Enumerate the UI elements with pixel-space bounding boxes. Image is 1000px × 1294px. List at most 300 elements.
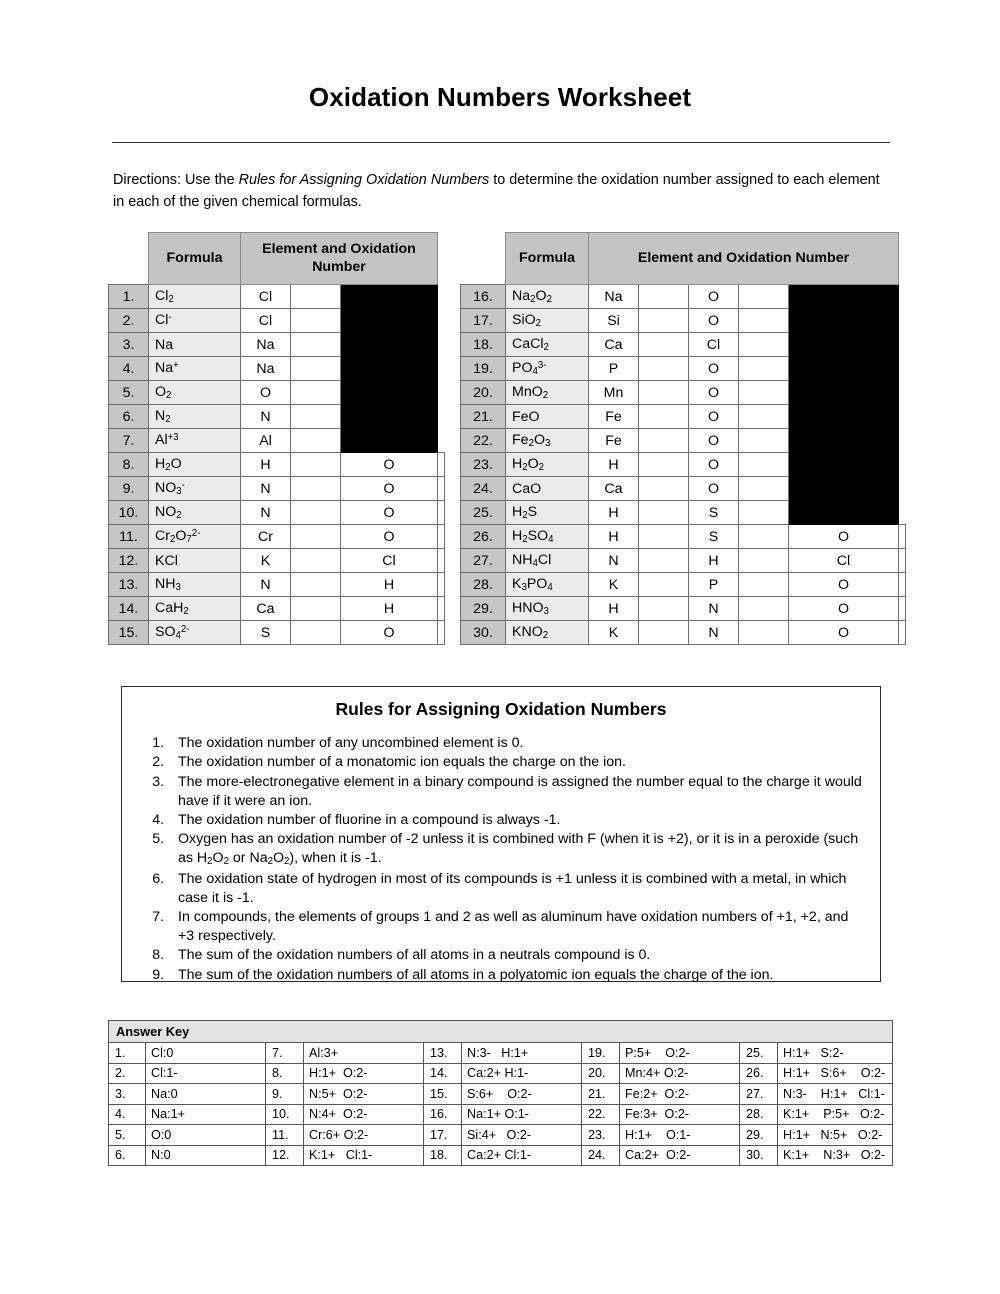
redacted-region (341, 309, 438, 333)
element-symbol: O (689, 405, 739, 429)
element-symbol: H (689, 549, 739, 573)
oxidation-number-blank[interactable] (291, 429, 341, 453)
answer-key-number: 16. (424, 1104, 462, 1125)
answer-key-value: H:1+ N:5+ O:2- (778, 1125, 893, 1146)
oxidation-number-blank[interactable] (739, 453, 789, 477)
rules-box (121, 686, 881, 982)
answer-key-number: 5. (109, 1125, 146, 1146)
redacted-region (789, 285, 899, 309)
directions-prefix: Directions: Use the (113, 172, 239, 188)
answer-key-value: Na:1+ (146, 1104, 266, 1125)
table-row (461, 381, 906, 405)
oxidation-number-blank[interactable] (899, 525, 906, 549)
element-symbol: O (689, 285, 739, 309)
answer-key-body (109, 1021, 893, 1166)
element-symbol: O (789, 597, 899, 621)
chemical-formula: CaO (506, 477, 589, 501)
element-symbol: O (789, 621, 899, 645)
redacted-region (341, 285, 438, 309)
element-symbol: H (589, 501, 639, 525)
row-number: 7. (109, 429, 149, 453)
oxidation-number-blank[interactable] (739, 381, 789, 405)
row-number: 13. (109, 573, 149, 597)
row-number: 18. (461, 333, 506, 357)
oxidation-number-blank[interactable] (438, 477, 445, 501)
row-number: 6. (109, 405, 149, 429)
answer-key-value: Ca:2+ H:1- (462, 1063, 582, 1084)
rule-item-5: 5. Oxygen has an oxidation number of -2 unless it is combined with F (when it is +2), or it is in a peroxide (such as $H_2O_2$ or $Na_2O_2$), when it is -1. (168, 830, 862, 869)
table-header-row (109, 233, 445, 285)
element-symbol: O (241, 381, 291, 405)
oxidation-number-blank[interactable] (639, 477, 689, 501)
element-symbol: H (589, 525, 639, 549)
answer-key-number: 7. (266, 1043, 304, 1064)
oxidation-number-blank[interactable] (639, 525, 689, 549)
chemical-formula: Na (149, 333, 241, 357)
oxidation-number-blank[interactable] (438, 621, 445, 645)
oxidation-number-blank[interactable] (438, 549, 445, 573)
oxidation-number-blank[interactable] (291, 501, 341, 525)
chemical-formula: Cl- (149, 309, 241, 333)
oxidation-number-blank[interactable] (739, 309, 789, 333)
oxidation-number-blank[interactable] (438, 453, 445, 477)
chemical-formula: $SO_4^{2-}$ (149, 621, 241, 645)
redacted-region (789, 357, 899, 381)
answer-key-value: N:4+ O:2- (304, 1104, 424, 1125)
oxidation-number-blank[interactable] (639, 405, 689, 429)
table-row (461, 429, 906, 453)
table-row (109, 309, 445, 333)
element-symbol: K (589, 621, 639, 645)
answer-key-number: 25. (740, 1043, 778, 1064)
oxidation-number-blank[interactable] (739, 405, 789, 429)
redacted-region (789, 405, 899, 429)
answer-key-value: K:1+ Cl:1- (304, 1145, 424, 1166)
chemical-formula: $H_2O_2$ (506, 453, 589, 477)
oxidation-number-blank[interactable] (291, 285, 341, 309)
row-number: 3. (109, 333, 149, 357)
element-symbol: N (241, 501, 291, 525)
chemical-formula: $NH_4Cl$ (506, 549, 589, 573)
element-symbol: P (589, 357, 639, 381)
answer-key-number: 27. (740, 1084, 778, 1105)
oxidation-number-blank[interactable] (291, 621, 341, 645)
answer-key-value: H:1+ O:1- (620, 1125, 740, 1146)
answer-key-number: 20. (582, 1063, 620, 1084)
table-row (109, 357, 445, 381)
element-symbol: S (689, 525, 739, 549)
answer-key-row (109, 1125, 893, 1146)
answer-key-number: 17. (424, 1125, 462, 1146)
oxidation-number-blank[interactable] (639, 549, 689, 573)
answer-key-value: Ca:2+ Cl:1- (462, 1145, 582, 1166)
row-number: 19. (461, 357, 506, 381)
answer-key-value: Ca:2+ O:2- (620, 1145, 740, 1166)
oxidation-number-blank[interactable] (639, 597, 689, 621)
answer-key-value: N:3- H:1+ Cl:1- (778, 1084, 893, 1105)
oxidation-number-blank[interactable] (438, 597, 445, 621)
answer-key-value: Si:4+ O:2- (462, 1125, 582, 1146)
rule-item-7: 7. In compounds, the elements of groups 1 and 2 as well as aluminum have oxidation numbers of +1, +2, and +3 respectively. (168, 908, 862, 946)
chemical-formula: $HNO_3$ (506, 597, 589, 621)
table-row (109, 549, 445, 573)
answer-key-value: S:6+ O:2- (462, 1084, 582, 1105)
row-number: 15. (109, 621, 149, 645)
row-number: 9. (109, 477, 149, 501)
answer-key-value: Fe:2+ O:2- (620, 1084, 740, 1105)
element-symbol: H (341, 597, 438, 621)
answer-key-number: 22. (582, 1104, 620, 1125)
answer-key-value: Fe:3+ O:2- (620, 1104, 740, 1125)
element-symbol: O (341, 477, 438, 501)
answer-key-value: Cl:1- (146, 1063, 266, 1084)
table-row (109, 501, 445, 525)
oxidation-number-blank[interactable] (438, 573, 445, 597)
element-symbol: H (589, 597, 639, 621)
element-symbol: Mn (589, 381, 639, 405)
oxidation-number-blank[interactable] (639, 429, 689, 453)
chemical-formula: FeO (506, 405, 589, 429)
chemical-formula: $H_2SO_4$ (506, 525, 589, 549)
chemical-formula: $NO_2$ (149, 501, 241, 525)
table-row (109, 573, 445, 597)
element-symbol: S (689, 501, 739, 525)
answer-key-number: 30. (740, 1145, 778, 1166)
element-symbol: O (341, 525, 438, 549)
chemical-formula: MnO$_2$ (506, 381, 589, 405)
oxidation-number-blank[interactable] (899, 549, 906, 573)
element-symbol: Fe (589, 405, 639, 429)
element-symbol: Cl (241, 285, 291, 309)
header-corner-spacer (109, 233, 149, 285)
oxidation-number-blank[interactable] (291, 309, 341, 333)
oxidation-number-blank[interactable] (899, 621, 906, 645)
answer-key-value: Na:0 (146, 1084, 266, 1105)
element-symbol: K (241, 549, 291, 573)
element-symbol: Cl (789, 549, 899, 573)
oxidation-number-blank[interactable] (639, 309, 689, 333)
element-symbol: Na (589, 285, 639, 309)
table-row (461, 285, 906, 309)
element-symbol: O (689, 357, 739, 381)
element-symbol: N (689, 621, 739, 645)
redacted-region (789, 333, 899, 357)
oxidation-number-blank[interactable] (291, 405, 341, 429)
answer-key-value: N:0 (146, 1145, 266, 1166)
oxidation-number-blank[interactable] (291, 381, 341, 405)
redacted-region (341, 357, 438, 381)
redacted-region (789, 381, 899, 405)
element-symbol: Al (241, 429, 291, 453)
oxidation-number-blank[interactable] (739, 333, 789, 357)
oxidation-number-blank[interactable] (899, 597, 906, 621)
header-corner-spacer (461, 233, 506, 285)
table-row (109, 597, 445, 621)
table-row (109, 477, 445, 501)
answer-key-value: H:1+ O:2- (304, 1063, 424, 1084)
chemical-formula: $Cl_2$ (149, 285, 241, 309)
oxidation-number-blank[interactable] (739, 597, 789, 621)
answer-key-header-row (109, 1021, 893, 1043)
chemical-formula: KCl (149, 549, 241, 573)
row-number: 27. (461, 549, 506, 573)
element-symbol: Fe (589, 429, 639, 453)
rule-item-4: 4. The oxidation number of fluorine in a compound is always -1. (168, 811, 862, 830)
redacted-region (341, 405, 438, 429)
chemical-formula: $NH_3$ (149, 573, 241, 597)
row-number: 1. (109, 285, 149, 309)
column-header-element-oxidation: Element and Oxidation Number (589, 233, 899, 285)
oxidation-number-blank[interactable] (639, 573, 689, 597)
chemical-formula: $NO_3^-$ (149, 477, 241, 501)
formula-table-right-body (461, 233, 906, 645)
table-row (461, 405, 906, 429)
element-symbol: O (689, 309, 739, 333)
element-symbol: N (589, 549, 639, 573)
chemical-formula: SiO$_2$ (506, 309, 589, 333)
answer-key-number: 2. (109, 1063, 146, 1084)
oxidation-number-blank[interactable] (639, 357, 689, 381)
table-row (461, 525, 906, 549)
directions-italic-reference: Rules for Assigning Oxidation Numbers (238, 172, 490, 188)
element-symbol: Na (241, 333, 291, 357)
oxidation-number-blank[interactable] (291, 333, 341, 357)
table-row (109, 285, 445, 309)
chemical-formula: $N_2$ (149, 405, 241, 429)
row-number: 16. (461, 285, 506, 309)
answer-key-number: 10. (266, 1104, 304, 1125)
chemical-formula: CaCl$_2$ (506, 333, 589, 357)
oxidation-number-blank[interactable] (739, 285, 789, 309)
answer-key-value: N:3- H:1+ (462, 1043, 582, 1064)
rules-list (122, 734, 880, 984)
answer-key-value: O:0 (146, 1125, 266, 1146)
answer-key-value: H:1+ S:2- (778, 1043, 893, 1064)
formula-table-right (460, 232, 906, 645)
oxidation-number-blank[interactable] (739, 573, 789, 597)
answer-key-value: Cr:6+ O:2- (304, 1125, 424, 1146)
title-divider (112, 142, 890, 143)
element-symbol: N (241, 477, 291, 501)
oxidation-number-blank[interactable] (291, 477, 341, 501)
redacted-region (789, 453, 899, 477)
oxidation-number-blank[interactable] (739, 477, 789, 501)
oxidation-number-blank[interactable] (739, 429, 789, 453)
answer-key-value: Na:1+ O:1- (462, 1104, 582, 1125)
oxidation-number-blank[interactable] (438, 525, 445, 549)
element-symbol: S (241, 621, 291, 645)
row-number: 17. (461, 309, 506, 333)
row-number: 21. (461, 405, 506, 429)
redacted-region (789, 477, 899, 501)
row-number: 23. (461, 453, 506, 477)
element-symbol: O (689, 381, 739, 405)
row-number: 29. (461, 597, 506, 621)
element-symbol: N (689, 597, 739, 621)
element-symbol: H (341, 573, 438, 597)
element-symbol: Ca (589, 333, 639, 357)
column-header-element-oxidation: Element and Oxidation Number (241, 233, 438, 285)
directions-suffix: to determine the oxidation number assigned to each element in each of the given chemical formulas. (113, 172, 880, 210)
row-number: 8. (109, 453, 149, 477)
row-number: 10. (109, 501, 149, 525)
element-symbol: Cl (689, 333, 739, 357)
answer-key-number: 28. (740, 1104, 778, 1125)
element-symbol: O (341, 453, 438, 477)
row-number: 28. (461, 573, 506, 597)
oxidation-number-blank[interactable] (739, 357, 789, 381)
row-number: 20. (461, 381, 506, 405)
redacted-region (341, 333, 438, 357)
element-symbol: Cr (241, 525, 291, 549)
element-symbol: Ca (241, 597, 291, 621)
answer-key-number: 15. (424, 1084, 462, 1105)
row-number: 30. (461, 621, 506, 645)
formula-table-left-body (109, 233, 445, 645)
redacted-region (789, 429, 899, 453)
oxidation-number-blank[interactable] (291, 549, 341, 573)
rules-title: Rules for Assigning Oxidation Numbers (335, 699, 667, 719)
rule-item-1: 1. The oxidation number of any uncombined element is 0. (168, 734, 862, 753)
table-row (109, 405, 445, 429)
row-number: 24. (461, 477, 506, 501)
row-number: 11. (109, 525, 149, 549)
table-row (461, 453, 906, 477)
answer-key-number: 26. (740, 1063, 778, 1084)
table-row (461, 309, 906, 333)
element-symbol: O (341, 501, 438, 525)
element-symbol: N (241, 573, 291, 597)
oxidation-number-blank[interactable] (291, 597, 341, 621)
answer-key-number: 23. (582, 1125, 620, 1146)
element-symbol: O (341, 621, 438, 645)
oxidation-number-blank[interactable] (899, 573, 906, 597)
element-symbol: O (689, 453, 739, 477)
answer-key-number: 24. (582, 1145, 620, 1166)
oxidation-number-blank[interactable] (639, 501, 689, 525)
answer-key-number: 6. (109, 1145, 146, 1166)
element-symbol: O (789, 573, 899, 597)
answer-key-value: K:1+ N:3+ O:2- (778, 1145, 893, 1166)
oxidation-number-blank[interactable] (639, 285, 689, 309)
chemical-formula: CaH$_2$ (149, 597, 241, 621)
rule-item-2: 2. The oxidation number of a monatomic ion equals the charge on the ion. (168, 753, 862, 772)
oxidation-number-blank[interactable] (291, 525, 341, 549)
oxidation-number-blank[interactable] (639, 381, 689, 405)
column-header-formula: Formula (506, 233, 589, 285)
row-number: 2. (109, 309, 149, 333)
column-header-formula: Formula (149, 233, 241, 285)
answer-key-row (109, 1145, 893, 1166)
oxidation-number-blank[interactable] (739, 621, 789, 645)
rule-item-3: 3. The more-electronegative element in a binary compound is assigned the number equal to the charge it would have if it were an ion. (168, 773, 862, 811)
table-row (461, 573, 906, 597)
table-row (461, 501, 906, 525)
oxidation-number-blank[interactable] (639, 453, 689, 477)
row-number: 4. (109, 357, 149, 381)
answer-key-number: 11. (266, 1125, 304, 1146)
element-symbol: Si (589, 309, 639, 333)
oxidation-number-blank[interactable] (739, 549, 789, 573)
table-row (461, 477, 906, 501)
redacted-region (789, 309, 899, 333)
row-number: 5. (109, 381, 149, 405)
answer-key-value: K:1+ P:5+ O:2- (778, 1104, 893, 1125)
answer-key-number: 1. (109, 1043, 146, 1064)
row-number: 26. (461, 525, 506, 549)
oxidation-number-blank[interactable] (291, 573, 341, 597)
table-row (109, 621, 445, 645)
chemical-formula: $Na_2O_2$ (506, 285, 589, 309)
chemical-formula: Na+ (149, 357, 241, 381)
element-symbol: P (689, 573, 739, 597)
answer-key-row (109, 1084, 893, 1105)
row-number: 12. (109, 549, 149, 573)
answer-key-number: 4. (109, 1104, 146, 1125)
element-symbol: Cl (341, 549, 438, 573)
answer-key-value: H:1+ S:6+ O:2- (778, 1063, 893, 1084)
answer-key-number: 19. (582, 1043, 620, 1064)
oxidation-number-blank[interactable] (739, 525, 789, 549)
element-symbol: Na (241, 357, 291, 381)
table-row (109, 453, 445, 477)
redacted-region (341, 381, 438, 405)
answer-key-header-label: Answer Key (109, 1021, 893, 1043)
table-row (461, 549, 906, 573)
row-number: 25. (461, 501, 506, 525)
answer-key-value: Al:3+ (304, 1043, 424, 1064)
oxidation-number-blank[interactable] (438, 501, 445, 525)
chemical-formula: $PO_4^{3-}$ (506, 357, 589, 381)
table-row (461, 357, 906, 381)
table-row (461, 597, 906, 621)
answer-key-number: 18. (424, 1145, 462, 1166)
row-number: 14. (109, 597, 149, 621)
redacted-region (789, 501, 899, 525)
answer-key-row (109, 1104, 893, 1125)
element-symbol: O (789, 525, 899, 549)
chemical-formula: $H_2S$ (506, 501, 589, 525)
rule-item-9: 9. The sum of the oxidation numbers of all atoms in a polyatomic ion equals the charge of the ion. (168, 966, 862, 985)
element-symbol: H (589, 453, 639, 477)
oxidation-number-blank[interactable] (739, 501, 789, 525)
element-symbol: H (241, 453, 291, 477)
chemical-formula: $Al^{+3}$ (149, 429, 241, 453)
answer-key-value: P:5+ O:2- (620, 1043, 740, 1064)
oxidation-number-blank[interactable] (291, 453, 341, 477)
chemical-formula: $O_2$ (149, 381, 241, 405)
table-row (109, 525, 445, 549)
element-symbol: K (589, 573, 639, 597)
answer-key-number: 14. (424, 1063, 462, 1084)
redacted-region (341, 429, 438, 453)
rule-item-8: 8. The sum of the oxidation numbers of all atoms in a neutrals compound is 0. (168, 946, 862, 965)
oxidation-number-blank[interactable] (639, 333, 689, 357)
chemical-formula: $K_3PO_4$ (506, 573, 589, 597)
chemical-formula: $KNO_2$ (506, 621, 589, 645)
answer-key-number: 3. (109, 1084, 146, 1105)
oxidation-number-blank[interactable] (291, 357, 341, 381)
oxidation-number-blank[interactable] (639, 621, 689, 645)
answer-key-number: 29. (740, 1125, 778, 1146)
chemical-formula: $Cr_2O_7^{2-}$ (149, 525, 241, 549)
element-symbol: Ca (589, 477, 639, 501)
table-row (109, 333, 445, 357)
page-title: Oxidation Numbers Worksheet (308, 82, 692, 112)
answer-key-value: Mn:4+ O:2- (620, 1063, 740, 1084)
answer-key-number: 21. (582, 1084, 620, 1105)
table-row (461, 333, 906, 357)
